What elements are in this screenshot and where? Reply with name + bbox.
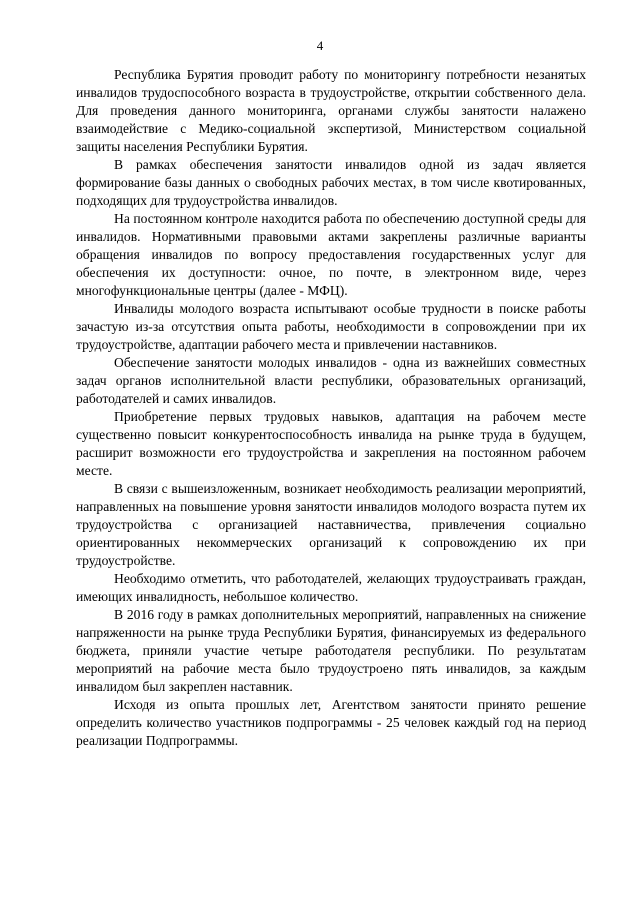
paragraph-employment-task: Обеспечение занятости молодых инвалидов - одна из важнейших совместных задач органов исполнительной власти республики, образовательных организаций, работодателей и самих инвалидов. bbox=[76, 355, 586, 406]
paragraph-participants: Исходя из опыта прошлых лет, Агентством занятости принято решение определить количество участников подпрограммы - 25 человек каждый год на период реализации Подпрограммы. bbox=[76, 697, 586, 748]
paragraph-employers: Необходимо отметить, что работодателей, желающих трудоустраивать граждан, имеющих инвалидность, небольшое количество. bbox=[76, 571, 586, 604]
paragraph-2016: В 2016 году в рамках дополнительных мероприятий, направленных на снижение напряженности на рынке труда Республики Бурятия, финансируемых из федерального бюджета, приняли участие четыре работодателя республики. По результатам мероприятий на рабочие места было трудоустроено пять инвалидов, за каждым инвалидом был закреплен наставник. bbox=[76, 607, 586, 694]
paragraph-accessibility: На постоянном контроле находится работа по обеспечению доступной среды для инвалидов. Нормативными правовыми актами закреплены различные варианты обращения инвалидов по вопросу предоставления государственных услуг для обеспечения их доступности: очное, по почте, в электронном виде, через многофункциональные центры (далее - МФЦ). bbox=[76, 211, 586, 298]
paragraph-work-skills: Приобретение первых трудовых навыков, адаптация на рабочем месте существенно повысит конкурентоспособность инвалида на рынке труда в будущем, расширит возможности его трудоустройства и закрепления на постоянном рабочем месте. bbox=[76, 409, 586, 478]
paragraph-database: В рамках обеспечения занятости инвалидов одной из задач является формирование базы данных о свободных рабочих местах, в том числе квотированных, подходящих для трудоустройства инвалидов. bbox=[76, 157, 586, 208]
paragraph-necessity: В связи с вышеизложенным, возникает необходимость реализации мероприятий, направленных на повышение уровня занятости инвалидов молодого возраста путем их трудоустройства с организацией наставничества, привлечения социально ориентированных некоммерческих организаций к сопровождению их при трудоустройстве. bbox=[76, 481, 586, 568]
paragraph-monitoring: Республика Бурятия проводит работу по мониторингу потребности незанятых инвалидов трудоспособного возраста в трудоустройстве, открытии собственного дела. Для проведения данного мониторинга, органами службы занятости налажено взаимодействие с Медико-социальной экспертизой, Министерством социальной защиты населения Республики Бурятия. bbox=[76, 67, 586, 154]
paragraph-young-disabled: Инвалиды молодого возраста испытывают особые трудности в поиске работы зачастую из-за отсутствия опыта работы, необходимости в сопровождении при их трудоустройстве, адаптации рабочего места и привлечении наставников. bbox=[76, 301, 586, 352]
document-body bbox=[76, 66, 586, 750]
page-number: 4 bbox=[316, 38, 324, 53]
